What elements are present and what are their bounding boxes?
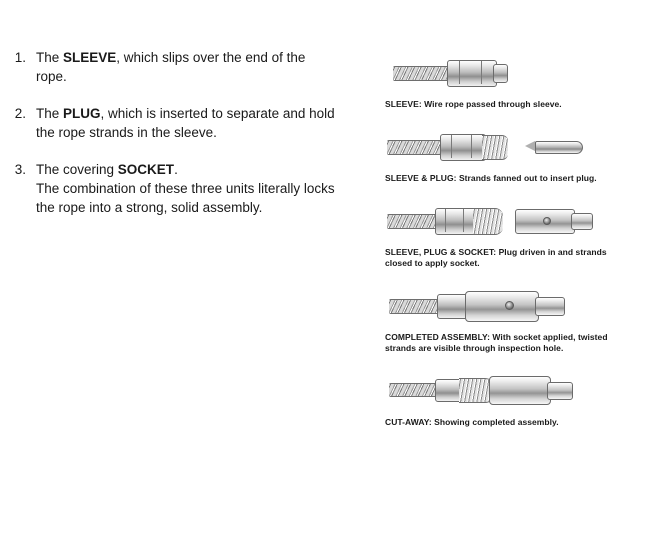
closed-strands-graphic [473,208,503,235]
figure-caption-rest: Plug driven in and strands closed to apply socket. [385,247,607,268]
list-item-text [36,160,336,217]
figure-cut-away-illustration [385,370,625,414]
socket-shank-graphic [547,382,573,400]
figure-caption-rest: Showing completed assembly. [431,417,559,427]
sleeve-nose-graphic [493,64,508,83]
plug-tip-graphic [525,141,535,151]
figure-completed-assembly [385,285,640,354]
figure-cut-away-caption [385,417,625,428]
wire-rope-graphic [387,214,439,229]
list-item-text-segment: The covering [36,162,118,177]
inspection-hole-graphic [505,301,514,310]
list-item-text-segment: The combination of these three units literally locks the rope into a strong, solid assembly. [36,181,335,215]
sleeve-ring-graphic [481,61,482,84]
figure-sleeve-plug-illustration [385,126,625,170]
list-item-keyword: SLEEVE [63,50,117,65]
figure-completed-assembly-caption [385,332,625,354]
socket-graphic [465,291,539,322]
figure-cut-away [385,370,640,428]
figure-caption-rest: Wire rope passed through sleeve. [421,99,562,109]
wire-rope-graphic [389,299,441,314]
figure-caption-lead: SLEEVE: [385,99,422,109]
list-item-text-segment: The [36,106,64,121]
sleeve-ring-graphic [451,135,452,158]
list-item-text [36,48,336,86]
socket-cutaway-graphic [489,376,551,405]
sleeve-graphic [440,134,486,161]
plug-graphic [535,141,583,154]
list-item-keyword: PLUG [63,106,101,121]
sleeve-ring-graphic [445,209,446,232]
list-item-text [36,104,336,142]
figure-sleeve-caption [385,99,625,110]
wire-rope-graphic [389,383,439,397]
figure-sleeve [385,52,640,110]
list-item-number: 1. [14,50,26,65]
wire-rope-graphic [387,140,445,155]
list-item [0,160,345,217]
fanned-strands-graphic [482,135,508,160]
figure-caption-rest: Strands fanned out to insert plug. [456,173,597,183]
sleeve-ring-graphic [471,135,472,158]
wire-rope-graphic [393,66,455,81]
list-item-number: 2. [14,106,26,121]
figure-sleeve-plug-socket-caption [385,247,625,269]
figure-sleeve-plug [385,126,640,184]
inspection-hole-graphic [543,217,551,225]
sleeve-ring-graphic [463,209,464,232]
figure-sleeve-illustration [385,52,625,96]
figure-sleeve-plug-caption [385,173,625,184]
socket-shank-graphic [535,297,565,316]
figure-caption-rest: With socket applied, twisted strands are visible through inspection hole. [385,332,608,353]
list-item-text-segment: , which slips over the end of the rope. [36,50,306,84]
list-item-text-segment: . [174,162,178,177]
socket-shank-graphic [571,213,593,230]
figure-sleeve-plug-socket-illustration [385,200,625,244]
sleeve-graphic [435,208,477,235]
list-item [0,48,345,86]
figure-caption-lead: COMPLETED ASSEMBLY: [385,332,491,342]
list-item-text-segment: The [36,50,64,65]
figure-sleeve-plug-socket [385,200,640,269]
figure-caption-lead: SLEEVE & PLUG: [385,173,457,183]
list-item-text-segment: , which is inserted to separate and hold the rope strands in the sleeve. [36,106,335,140]
list-item-number: 3. [14,162,26,177]
figure-stack [385,52,640,444]
list-item-keyword: SOCKET [117,162,175,177]
figure-caption-lead: CUT-AWAY: [385,417,432,427]
sleeve-graphic [447,60,497,87]
numbered-list [0,48,345,235]
figure-caption-lead: SLEEVE, PLUG & SOCKET: [385,247,497,257]
sleeve-ring-graphic [459,61,460,84]
figure-completed-assembly-illustration [385,285,625,329]
list-item [0,104,345,142]
